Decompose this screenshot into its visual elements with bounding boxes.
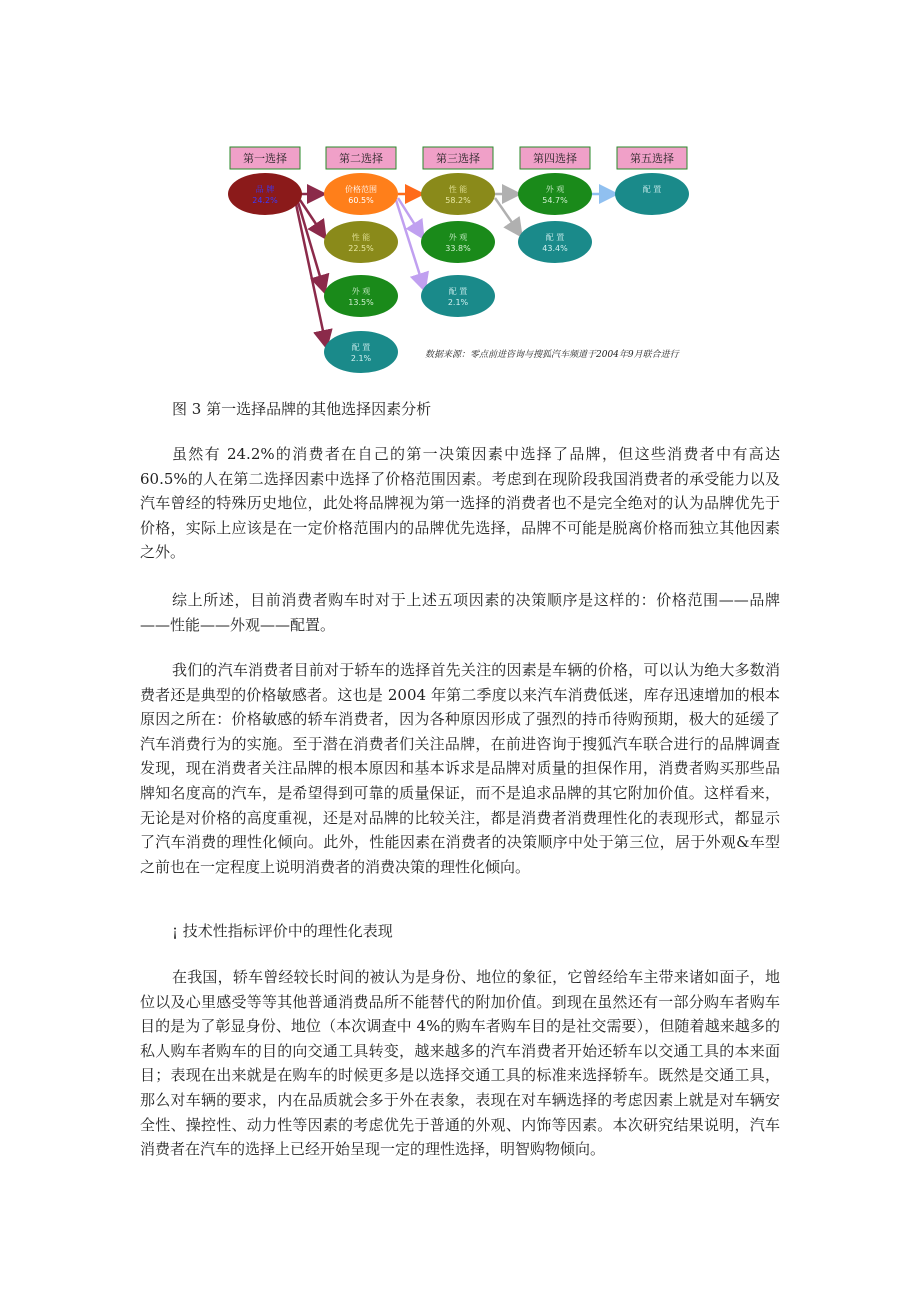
node-label: 性 能	[448, 185, 468, 194]
node-label: 配 置	[545, 233, 565, 242]
node-label: 外 观	[448, 233, 468, 242]
node-label: 配 置	[642, 185, 662, 194]
node-value: 58.2%	[445, 196, 471, 205]
node-value: 33.8%	[445, 244, 471, 253]
node-ellipse	[615, 173, 689, 215]
node-ellipse	[421, 275, 495, 317]
node-c3-config	[421, 275, 495, 317]
node-label: 外 观	[351, 287, 371, 296]
node-label: 价格范围	[345, 185, 377, 194]
node-value: 2.1%	[350, 354, 372, 363]
node-value: 54.7%	[542, 196, 568, 205]
paragraph-rational-consumer: 我们的汽车消费者目前对于轿车的选择首先关注的因素是车辆的价格，可以认为绝大多数消费者还是典型的价格敏感者。这也是 2004 年第二季度以来汽车消费低迷，库存迅速增加的根本原因之所在：价格敏感的轿车消费者，因为各种原因形成了强烈的持币待购预期，极大的延缓了汽车消费行为的实施。至于潜在消费者们关注品牌，在前进咨询于搜狐汽车联合进行的品牌调查发现，现在消费者关注品牌的根本原因和基本诉求是品牌对质量的担保作用，消费者购买那些品牌知名度高的汽车，是希望得到可靠的质量保证，而不是追求品牌的其它附加价值。这样看来，无论是对价格的高度重视，还是对品牌的比较关注，都是消费者消费理性化的表现形式，都显示了汽车消费的理性化倾向。此外，性能因素在消费者的决策顺序中处于第三位，居于外观&车型之前也在一定程度上说明消费者的消费决策的理性化倾向。	[140, 661, 780, 876]
node-ellipse	[324, 173, 398, 215]
node-ellipse	[421, 221, 495, 263]
node-c1-brand	[228, 173, 302, 215]
section-heading-technical: ¡ 技术性指标评价中的理性化表现	[172, 922, 393, 940]
flow-nodes	[228, 173, 689, 373]
node-label: 配 置	[351, 343, 371, 352]
node-value: 60.5%	[348, 196, 374, 205]
node-label: 性 能	[351, 233, 371, 242]
node-label: 配 置	[448, 287, 468, 296]
arrow-price-config	[396, 200, 424, 288]
node-value: 2.1%	[447, 298, 469, 307]
node-ellipse	[421, 173, 495, 215]
node-c3-perf	[421, 173, 495, 215]
node-c4-config	[518, 221, 592, 263]
arrow-brand-config	[296, 204, 326, 345]
node-ellipse	[324, 331, 398, 373]
flow-diagram-svg	[220, 140, 700, 380]
node-value: 43.4%	[542, 244, 568, 253]
node-value: 24.2%	[252, 196, 278, 205]
source-note: 数据来源：零点前进咨询与搜狐汽车频道于2004年9月联合进行	[425, 350, 679, 360]
node-ellipse	[228, 173, 302, 215]
header-label-4: 第四选择	[533, 152, 577, 165]
header-label-2: 第二选择	[339, 152, 383, 165]
node-label: 品 牌	[255, 185, 275, 194]
paragraph-transport-tool: 在我国，轿车曾经较长时间的被认为是身份、地位的象征，它曾经给车主带来诸如面子，地位以及心里感受等等其他普通消费品所不能替代的附加价值。到现在虽然还有一部分购车者购车目的是为了彰显身份、地位（本次调查中 4%的购车者购车目的是社交需要），但随着越来越多的私人购车者购车的目的向交通工具转变，越来越多的汽车消费者开始还轿车以交通工具的本来面目；表现在出来就是在购车的时候更多是以选择交通工具的标准来选择轿车。既然是交通工具，那么对车辆的要求，内在品质就会多于外在表象，表现在对车辆选择的考虑因素上就是对车辆安全性、操控性、动力性等因素的考虑优先于普通的外观、内饰等因素。本次研究结果说明，汽车消费者在汽车的选择上已经开始呈现一定的理性选择，明智购物倾向。	[140, 968, 780, 1159]
node-c5-config	[615, 173, 689, 215]
node-value: 22.5%	[348, 244, 374, 253]
paragraph-brand-price: 虽然有 24.2%的消费者在自己的第一决策因素中选择了品牌，但这些消费者中有高达 60.5%的人在第二选择因素中选择了价格范围因素。考虑到在现阶段我国消费者的承受能力以及汽车曾经的特殊历史地位，此处将品牌视为第一选择的消费者也不是完全绝对的认为品牌优先于价格，实际上应该是在一定价格范围内的品牌优先选择，品牌不可能是脱离价格而独立其他因素之外。	[140, 445, 780, 562]
node-label: 外 观	[545, 185, 565, 194]
node-c4-look	[518, 173, 592, 215]
node-c2-price	[324, 173, 398, 215]
node-ellipse	[518, 173, 592, 215]
node-c2-look	[324, 275, 398, 317]
header-label-1: 第一选择	[243, 152, 287, 165]
paragraph-summary: 综上所述，目前消费者购车时对于上述五项因素的决策顺序是这样的：价格范围——品牌——性能——外观——配置。	[140, 591, 780, 634]
node-value: 13.5%	[348, 298, 374, 307]
column-headers	[230, 147, 687, 169]
node-c3-look	[421, 221, 495, 263]
arrow-perf-config	[495, 198, 520, 234]
figure-caption: 图 3 第一选择品牌的其他选择因素分析	[172, 400, 432, 418]
flow-arrows	[296, 194, 614, 345]
node-ellipse	[518, 221, 592, 263]
header-label-3: 第三选择	[436, 152, 480, 165]
node-c2-config	[324, 331, 398, 373]
header-label-5: 第五选择	[630, 152, 674, 165]
node-ellipse	[324, 221, 398, 263]
node-c2-perf	[324, 221, 398, 263]
decision-flow-figure	[220, 140, 700, 380]
node-ellipse	[324, 275, 398, 317]
